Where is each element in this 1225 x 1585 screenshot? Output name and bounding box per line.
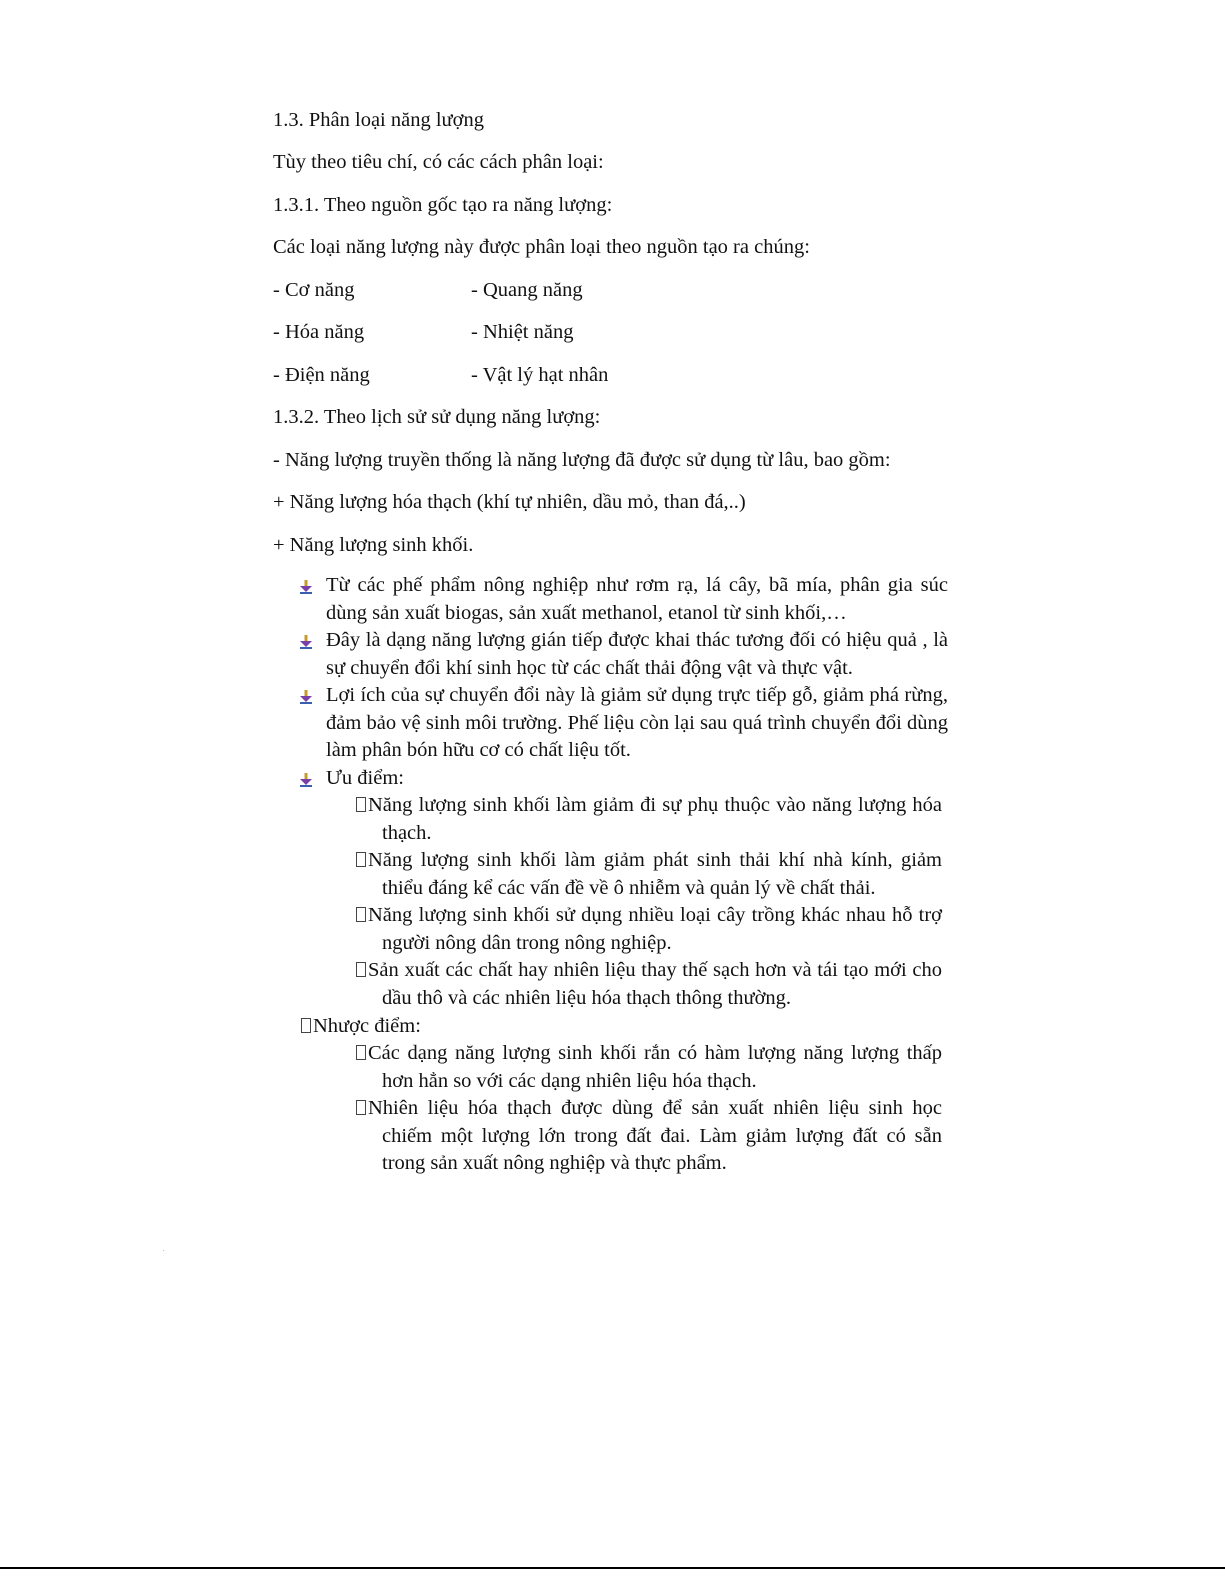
checkbox-square-icon	[356, 797, 366, 812]
energy-type-left-3: - Điện năng	[273, 364, 370, 386]
checkbox-square-icon	[356, 852, 366, 867]
advantage-item-3	[356, 902, 942, 957]
energy-type-left-1: - Cơ năng	[273, 279, 355, 301]
checkbox-square-icon	[356, 962, 366, 977]
arrow-bullet-icon	[300, 580, 312, 594]
advantage-text: Năng lượng sinh khối làm giảm đi sự phụ thuộc vào năng lượng hóa thạch.	[368, 794, 942, 844]
checkbox-square-icon	[356, 1100, 366, 1115]
disadvantages-heading	[301, 1012, 421, 1040]
disadvantage-item-2	[356, 1095, 942, 1178]
checkbox-square-icon	[356, 1045, 366, 1060]
advantage-text: Năng lượng sinh khối làm giảm phát sinh thải khí nhà kính, giảm thiểu đáng kể các vấn đề về ô nhiễm và quản lý về chất thải.	[368, 849, 942, 899]
bullet-text: Lợi ích của sự chuyển đổi này là giảm sử dụng trực tiếp gỗ, giảm phá rừng, đảm bảo vệ sinh môi trường. Phế liệu còn lại sau quá trình chuyển đổi dùng làm phân bón hữu cơ có chất liệu tốt.	[326, 684, 948, 761]
advantage-item-2	[356, 847, 942, 902]
bottom-border-line	[0, 1567, 1225, 1569]
intro-paragraph: Tùy theo tiêu chí, có các cách phân loại:	[273, 151, 604, 173]
advantages-heading: Ưu điểm:	[326, 767, 404, 789]
energy-type-right-1: - Quang năng	[471, 279, 583, 301]
fossil-energy-line: + Năng lượng hóa thạch (khí tự nhiên, dầu mỏ, than đá,..)	[273, 491, 746, 513]
arrow-bullet-icon	[300, 690, 312, 704]
biomass-energy-line: + Năng lượng sinh khối.	[273, 534, 474, 556]
stray-dot	[163, 1250, 164, 1251]
checkbox-square-icon	[356, 907, 366, 922]
disadvantage-item-1	[356, 1040, 942, 1095]
bullet-text: Đây là dạng năng lượng gián tiếp được khai thác tương đối có hiệu quả , là sự chuyển đổi khí sinh học từ các chất thải động vật và thực vật.	[326, 629, 948, 679]
energy-type-right-3: - Vật lý hạt nhân	[471, 364, 609, 386]
section-heading-1-3-1: 1.3.1. Theo nguồn gốc tạo ra năng lượng:	[273, 194, 613, 216]
advantage-text: Năng lượng sinh khối sử dụng nhiều loại cây trồng khác nhau hỗ trợ người nông dân trong nông nghiệp.	[368, 904, 942, 954]
disadvantage-text: Nhiên liệu hóa thạch được dùng để sản xuất nhiên liệu sinh học chiếm một lượng lớn trong đất đai. Làm giảm lượng đất có sẵn trong sản xuất nông nghiệp và thực phẩm.	[368, 1097, 942, 1174]
section-heading-1-3: 1.3. Phân loại năng lượng	[273, 109, 484, 131]
disadvantages-heading-text: Nhược điểm:	[313, 1015, 421, 1037]
section-heading-1-3-2: 1.3.2. Theo lịch sử sử dụng năng lượng:	[273, 406, 601, 428]
advantage-item-4	[356, 957, 942, 1012]
bullet-text: Từ các phế phẩm nông nghiệp như rơm rạ, lá cây, bã mía, phân gia súc dùng sản xuất biogas, sản xuất methanol, etanol từ sinh khối,…	[326, 574, 948, 624]
advantage-text: Sản xuất các chất hay nhiên liệu thay thế sạch hơn và tái tạo mới cho dầu thô và các nhiên liệu hóa thạch thông thường.	[368, 959, 942, 1009]
advantage-item-1	[356, 792, 942, 847]
arrow-bullet-icon	[300, 773, 312, 787]
energy-type-left-2: - Hóa năng	[273, 321, 365, 343]
disadvantage-text: Các dạng năng lượng sinh khối rắn có hàm lượng năng lượng thấp hơn hẳn so với các dạng nhiên liệu hóa thạch.	[368, 1042, 942, 1092]
intro-1-3-1-paragraph: Các loại năng lượng này được phân loại theo nguồn tạo ra chúng:	[273, 236, 810, 258]
energy-type-right-2: - Nhiệt năng	[471, 321, 574, 343]
traditional-energy-line: - Năng lượng truyền thống là năng lượng đã được sử dụng từ lâu, bao gồm:	[273, 449, 891, 471]
arrow-bullet-icon	[300, 635, 312, 649]
checkbox-square-icon	[301, 1018, 311, 1033]
